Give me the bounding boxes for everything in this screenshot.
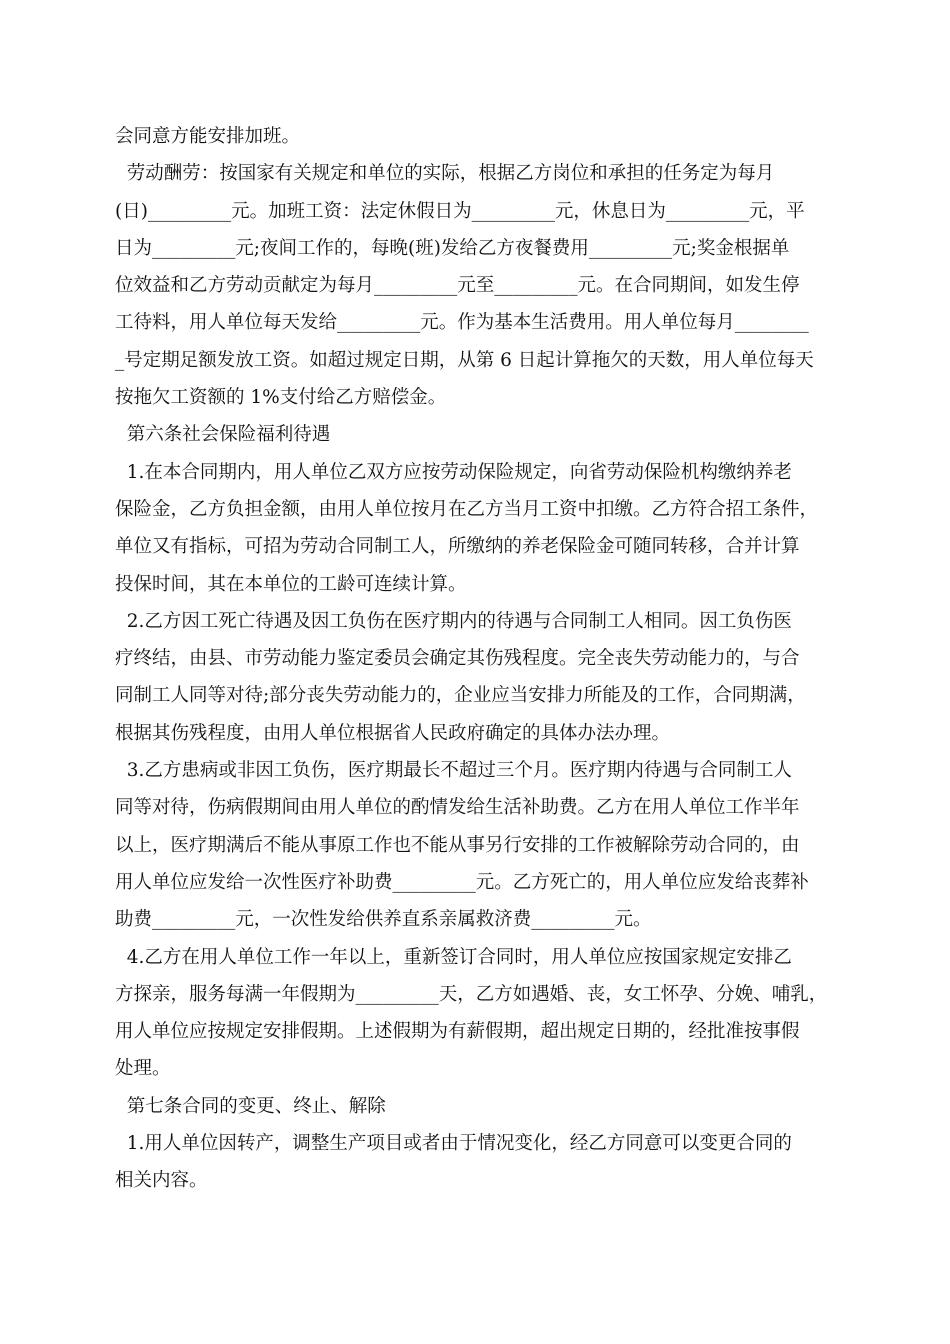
text-line: 单位又有指标，可招为劳动合同制工人，所缴纳的养老保险金可随同转移，合并计算 [115,536,800,558]
text-line: _号定期足额发放工资。如超过规定日期，从第 6 日起计算拖欠的天数，用人单位每天 [115,349,814,371]
text-line: 相关内容。 [115,1170,208,1192]
text-line: 1.用人单位因转产，调整生产项目或者由于情况变化，经乙方同意可以变更合同的 [115,1133,792,1155]
text-line: 日为_________元;夜间工作的，每晚(班)发给乙方夜餐费用_________元;奖金根据单 [115,237,790,259]
text-line: 疗终结，由县、市劳动能力鉴定委员会确定其伤残程度。完全丧失劳动能力的，与合 [115,648,800,670]
section-heading: 第七条合同的变更、终止、解除 [115,1095,386,1117]
text-line: 方探亲，服务每满一年假期为_________天，乙方如遇婚、丧，女工怀孕、分娩、哺乳， [115,983,828,1005]
text-line: 会同意方能安排加班。 [115,126,301,147]
text-line: 劳动酬劳：按国家有关规定和单位的实际，根据乙方岗位和承担的任务定为每月 [115,163,775,185]
text-line: (日)_________元。加班工资：法定休假日为_________元，休息日为_________元，平 [115,200,805,222]
text-line: 用人单位应发给一次性医疗补助费_________元。乙方死亡的，用人单位应发给丧葬补 [115,871,809,893]
text-line: 2.乙方因工死亡待遇及因工负伤在医疗期内的待遇与合同制工人相同。因工负伤医 [115,610,792,632]
text-line: 以上，医疗期满后不能从事原工作也不能从事另行安排的工作被解除劳动合同的，由 [115,834,800,856]
text-line: 同制工人同等对待;部分丧失劳动能力的，企业应当安排力所能及的工作，合同期满， [115,685,806,707]
text-line: 根据其伤残程度，由用人单位根据省人民政府确定的具体办法办理。 [115,722,671,744]
text-line: 4.乙方在用人单位工作一年以上，重新签订合同时，用人单位应按国家规定安排乙 [115,946,792,968]
text-line: 处理。 [115,1058,171,1080]
text-line: 按拖欠工资额的 1%支付给乙方赔偿金。 [115,387,447,409]
text-line: 用人单位应按规定安排假期。上述假期为有薪假期，超出规定日期的，经批准按事假 [115,1021,800,1043]
text-line: 3.乙方患病或非因工负伤，医疗期最长不超过三个月。医疗期内待遇与合同制工人 [115,760,792,782]
text-line: 投保时间，其在本单位的工龄可连续计算。 [115,573,467,595]
text-line: 工待料，用人单位每天发给_________元。作为基本生活费用。用人单位每月________ [115,312,809,334]
section-heading: 第六条社会保险福利待遇 [115,424,331,446]
text-line: 保险金，乙方负担金额，由用人单位按月在乙方当月工资中扣缴。乙方符合招工条件， [115,498,819,520]
text-line: 1.在本合同期内，用人单位乙双方应按劳动保险规定，向省劳动保险机构缴纳养老 [115,461,792,483]
text-line: 位效益和乙方劳动贡献定为每月_________元至_________元。在合同期间，如发生停 [115,275,800,297]
text-line: 同等对待，伤病假期间由用人单位的酌情发给生活补助费。乙方在用人单位工作半年 [115,797,800,819]
text-line: 助费_________元，一次性发给供养直系亲属救济费_________元。 [115,909,652,931]
document-page [115,118,837,1200]
